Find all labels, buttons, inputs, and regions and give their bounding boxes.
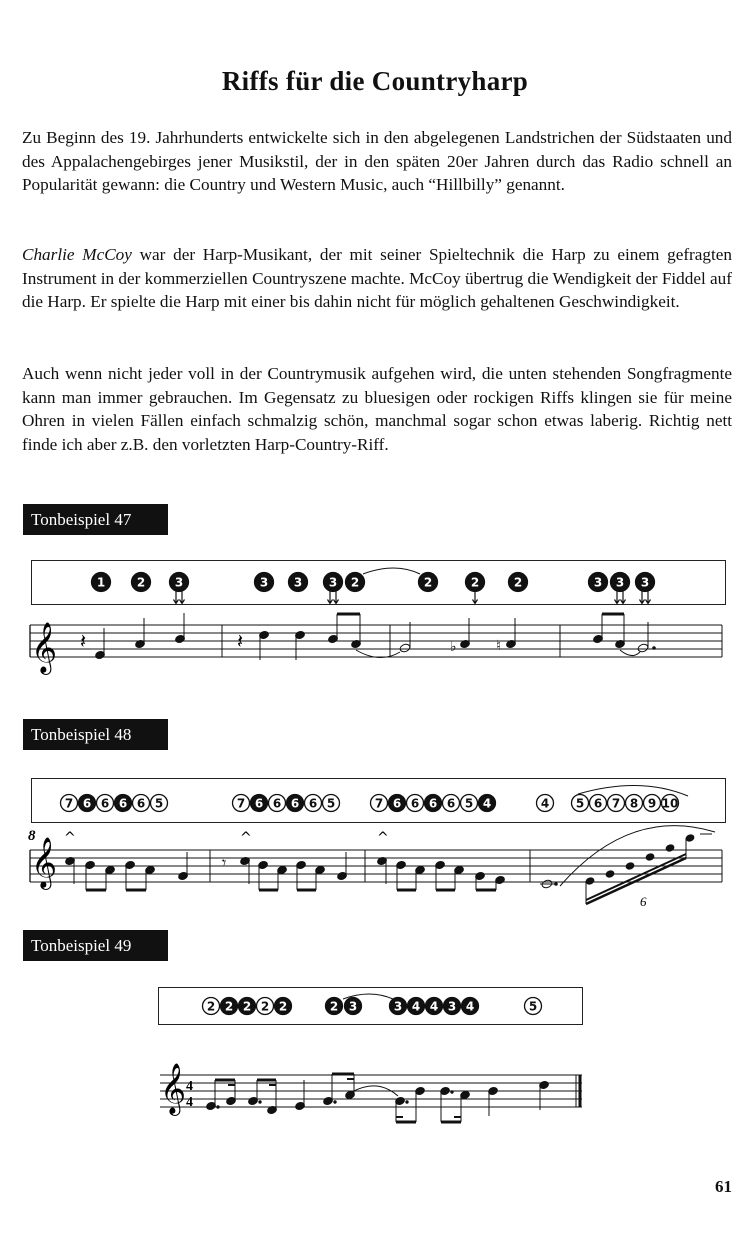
- tab-hole-6-draw: [305, 795, 322, 812]
- tab-hole-3-blow: [444, 998, 461, 1015]
- tab-hole-2-blow: [239, 998, 256, 1015]
- svg-text:2: 2: [513, 575, 523, 590]
- page-title: Riffs für die Countryharp: [221, 66, 529, 96]
- riffs-paragraph: Auch wenn nicht jeder voll in der Countrymusik aufgehen wird, die unten stehenden Songfragmente kann man immer gebrauchen. Im Gegensatz zu bluesigen oder rockigen Riffs klingen sie für meine Ohren in vielen Fällen einfach schmalzig schön, manchmal sogar schon etwas laberig. Richtig nett finde ich aber z.B. den vorletzten Harp-Country-Riff.: [22, 364, 732, 454]
- svg-text:3: 3: [615, 575, 625, 590]
- example-48-staff: [0, 826, 750, 909]
- tab-hole-4-blow: [426, 998, 443, 1015]
- tab-hole-5-draw: [151, 795, 168, 812]
- svg-text:2: 2: [224, 999, 234, 1014]
- svg-text:6: 6: [593, 796, 603, 811]
- svg-text:𝄽: 𝄽: [237, 629, 244, 653]
- tab-hole-5-draw: [572, 795, 589, 812]
- svg-text:♮: ♮: [496, 638, 502, 654]
- svg-text:2: 2: [278, 999, 288, 1014]
- tab-hole-6-draw: [133, 795, 150, 812]
- svg-text:6: 6: [82, 796, 92, 811]
- tab-hole-6-blow: [389, 795, 406, 812]
- tab-hole-6-draw: [97, 795, 114, 812]
- tab-hole-3-blow: [636, 573, 655, 604]
- tab-hole-6-blow: [251, 795, 268, 812]
- example-47-staff: [0, 610, 750, 680]
- page-number: 61: [715, 1177, 732, 1196]
- tab-hole-3-blow: [255, 573, 274, 592]
- tab-hole-2-blow: [326, 998, 343, 1015]
- svg-text:^: ^: [240, 830, 252, 846]
- tab-hole-2-blow: [275, 998, 292, 1015]
- svg-text:𝄽: 𝄽: [80, 629, 87, 653]
- tab-hole-6-blow: [287, 795, 304, 812]
- svg-text:𝄾: 𝄾: [222, 853, 227, 872]
- tab-hole-4-blow: [408, 998, 425, 1015]
- svg-text:1: 1: [96, 575, 106, 590]
- example-48-label: Tonbeispiel 48: [23, 719, 168, 750]
- svg-text:7: 7: [374, 796, 384, 811]
- svg-text:5: 5: [528, 999, 538, 1014]
- svg-text:^: ^: [64, 830, 76, 846]
- intro-paragraph: Zu Beginn des 19. Jahrhunderts entwickelte sich in den abgelegenen Landstrichen der Südstaaten und des Appalachengebirges jener Musikstil, der in den späten 20er Jahren durch das Radio schnell an Popularität gewann: die Country und Western Music, auch “Hillbilly” genannt.: [22, 128, 732, 195]
- tab-hole-2-blow: [419, 573, 438, 592]
- svg-text:2: 2: [329, 999, 339, 1014]
- tab-hole-2-draw: [203, 998, 220, 1015]
- svg-text:6: 6: [290, 796, 300, 811]
- svg-text:3: 3: [259, 575, 269, 590]
- svg-text:6: 6: [272, 796, 282, 811]
- svg-text:2: 2: [136, 575, 146, 590]
- svg-text:9: 9: [647, 796, 657, 811]
- svg-text:2: 2: [423, 575, 433, 590]
- svg-text:4: 4: [465, 999, 475, 1014]
- svg-text:3: 3: [593, 575, 603, 590]
- time-signature-top: 4: [186, 1079, 193, 1094]
- tab-hole-2-draw: [257, 998, 274, 1015]
- charlie-mccoy-name: Charlie McCoy: [22, 245, 132, 264]
- tab-hole-6-blow: [425, 795, 442, 812]
- svg-text:6: 6: [100, 796, 110, 811]
- example-47-label: Tonbeispiel 47: [23, 504, 168, 535]
- tab-hole-4-draw: [537, 795, 554, 812]
- tab-hole-3-blow: [589, 573, 608, 592]
- tab-hole-1-blow: [92, 573, 111, 592]
- tab-hole-6-blow: [79, 795, 96, 812]
- svg-text:3: 3: [328, 575, 338, 590]
- octave-mark: 8: [28, 828, 36, 844]
- tab-hole-2-blow: [509, 573, 528, 592]
- svg-text:4: 4: [411, 999, 421, 1014]
- tuplet-number: 6: [640, 894, 647, 909]
- treble-clef-icon: 𝄞: [160, 1063, 187, 1114]
- treble-clef-icon: 𝄞: [31, 837, 58, 888]
- svg-text:6: 6: [118, 796, 128, 811]
- svg-text:6: 6: [428, 796, 438, 811]
- tab-hole-6-draw: [269, 795, 286, 812]
- svg-text:4: 4: [482, 796, 492, 811]
- tab-hole-3-blow: [170, 573, 189, 604]
- tab-hole-9-draw: [644, 795, 661, 812]
- svg-text:7: 7: [64, 796, 74, 811]
- svg-text:6: 6: [254, 796, 264, 811]
- tab-hole-6-draw: [590, 795, 607, 812]
- svg-text:6: 6: [392, 796, 402, 811]
- svg-text:2: 2: [350, 575, 360, 590]
- example-49-staff: [0, 1063, 750, 1140]
- svg-text:2: 2: [206, 999, 216, 1014]
- tab-hole-7-draw: [371, 795, 388, 812]
- svg-text:3: 3: [447, 999, 457, 1014]
- svg-text:4: 4: [429, 999, 439, 1014]
- tab-hole-5-draw: [461, 795, 478, 812]
- svg-text:6: 6: [410, 796, 420, 811]
- treble-clef-icon: 𝄞: [31, 622, 58, 673]
- tab-hole-5-draw: [525, 998, 542, 1015]
- tab-hole-6-blow: [115, 795, 132, 812]
- tab-hole-6-draw: [407, 795, 424, 812]
- tab-hole-7-draw: [233, 795, 250, 812]
- tab-hole-4-blow: [479, 795, 496, 812]
- svg-text:4: 4: [540, 796, 550, 811]
- svg-text:10: 10: [661, 796, 679, 811]
- svg-text:♭: ♭: [450, 639, 457, 655]
- tab-hole-2-blow: [466, 573, 485, 604]
- svg-text:6: 6: [446, 796, 456, 811]
- svg-text:2: 2: [242, 999, 252, 1014]
- tab-hole-3-blow: [289, 573, 308, 592]
- tab-hole-7-draw: [61, 795, 78, 812]
- svg-text:2: 2: [470, 575, 480, 590]
- tab-hole-3-blow: [390, 998, 407, 1015]
- svg-text:5: 5: [464, 796, 474, 811]
- svg-text:5: 5: [575, 796, 585, 811]
- svg-text:^: ^: [377, 830, 389, 846]
- tab-hole-6-draw: [443, 795, 460, 812]
- mccoy-paragraph: [22, 243, 732, 314]
- tab-hole-2-blow: [132, 573, 151, 592]
- svg-text:3: 3: [293, 575, 303, 590]
- tab-hole-2-blow: [346, 573, 365, 592]
- svg-text:6: 6: [308, 796, 318, 811]
- example-49-label: Tonbeispiel 49: [23, 930, 168, 961]
- svg-text:6: 6: [136, 796, 146, 811]
- svg-text:3: 3: [640, 575, 650, 590]
- svg-text:5: 5: [326, 796, 336, 811]
- svg-text:3: 3: [393, 999, 403, 1014]
- tab-hole-3-blow: [324, 573, 343, 604]
- tab-hole-3-blow: [611, 573, 630, 604]
- tab-hole-3-blow: [345, 998, 362, 1015]
- example-49-holes: [0, 987, 750, 1032]
- svg-text:2: 2: [260, 999, 270, 1014]
- time-signature-bottom: 4: [186, 1095, 193, 1110]
- tab-hole-7-draw: [608, 795, 625, 812]
- svg-text:3: 3: [348, 999, 358, 1014]
- tab-hole-2-blow: [221, 998, 238, 1015]
- tab-hole-10-draw: [662, 795, 679, 812]
- svg-text:8: 8: [629, 796, 639, 811]
- svg-text:3: 3: [174, 575, 184, 590]
- tab-hole-5-draw: [323, 795, 340, 812]
- mccoy-paragraph-text: war der Harp-Musikant, der mit seiner Spieltechnik die Harp zu einem gefragten Instrument in der kommerziellen Countryszene machte. McCoy übertrug die Wendigkeit der Fiddel auf die Harp. Er spielte die Harp mit einer bis dahin nicht für möglich gehaltenen Geschwindigkeit.: [22, 245, 732, 312]
- tab-hole-4-blow: [462, 998, 479, 1015]
- tab-hole-8-draw: [626, 795, 643, 812]
- svg-text:7: 7: [611, 796, 621, 811]
- svg-text:7: 7: [236, 796, 246, 811]
- svg-text:5: 5: [154, 796, 164, 811]
